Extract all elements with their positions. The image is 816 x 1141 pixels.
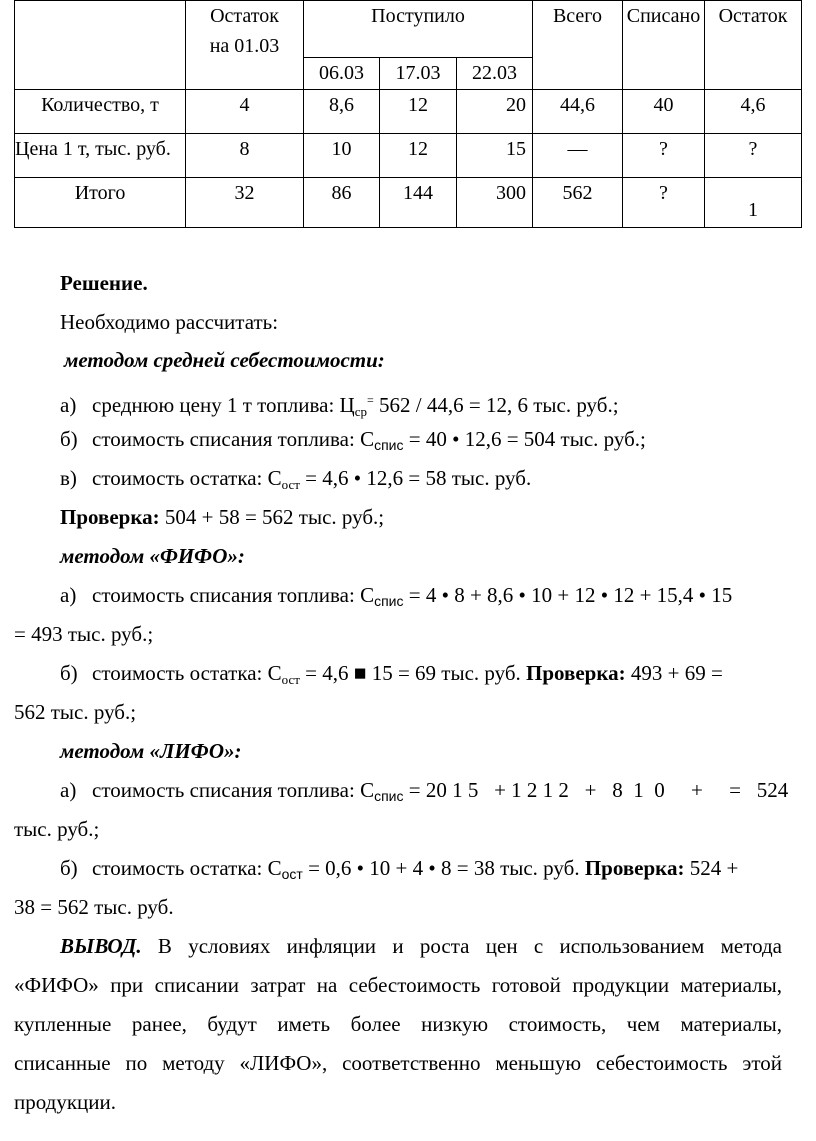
header-date: 22.03: [457, 58, 533, 90]
lifo-item-b: [60, 853, 782, 889]
item-text: стоимость остатка: С: [92, 466, 282, 490]
table-cell: 44,6: [533, 90, 623, 134]
table-cell: 20: [457, 90, 533, 134]
item-letter: а): [60, 393, 77, 417]
item-text: = 4,6 ■ 15 = 69 тыс. руб.: [299, 661, 527, 685]
table-cell: 8,6: [304, 90, 380, 134]
solution-heading: Решение.: [60, 271, 148, 295]
table-row: [15, 90, 802, 134]
table-cell: ?: [705, 134, 802, 178]
subscript: ост: [281, 477, 300, 492]
table-cell: 10: [304, 134, 380, 178]
superscript: =: [367, 393, 374, 407]
conclusion-label: ВЫВОД.: [60, 934, 142, 958]
item-text: = 20 1 5 + 1 2 1 2 + 8 1 0 + = 524: [403, 778, 789, 802]
check-label: Проверка:: [526, 661, 626, 685]
item-text: = 40 • 12,6 = 504 тыс. руб.;: [403, 427, 646, 451]
avg-item-c: [60, 463, 782, 500]
table-row: [15, 178, 802, 228]
subscript: ср: [354, 404, 367, 419]
solution-intro: Необходимо рассчитать:: [60, 310, 279, 334]
avg-check: [60, 502, 782, 532]
header-total: Всего: [533, 1, 623, 90]
method-average-heading: методом средней себестоимости:: [64, 348, 385, 372]
conclusion-text: В условиях инфляции и роста цен с использованием метода: [141, 934, 782, 958]
table-cell: 144: [380, 178, 457, 228]
item-letter: а): [60, 778, 77, 802]
table-cell: 1: [705, 178, 802, 228]
conclusion-line: «ФИФО» при списании затрат на себестоимость готовой продукции материалы,: [14, 973, 782, 997]
item-text: = 4,6 • 12,6 = 58 тыс. руб.: [299, 466, 532, 490]
table-cell: 32: [186, 178, 304, 228]
header-balance-start: Остаток на 01.03: [186, 1, 304, 90]
method-lifo-heading: методом «ЛИФО»:: [60, 739, 242, 763]
table-cell: 562: [533, 178, 623, 228]
check-text: 493 + 69 =: [625, 661, 723, 685]
subscript: ост: [281, 672, 300, 687]
table-cell: 12: [380, 90, 457, 134]
lifo-item-a-continued: тыс. руб.;: [14, 817, 100, 841]
item-text: = 0,6 • 10 + 4 • 8 = 38 тыс. руб.: [302, 856, 585, 880]
row-label: Цена 1 т, тыс. руб.: [15, 134, 186, 178]
conclusion-line: продукции.: [14, 1090, 116, 1114]
table-cell: 86: [304, 178, 380, 228]
item-letter: в): [60, 466, 77, 490]
avg-item-a: [60, 385, 782, 427]
lifo-item-b-continued: 38 = 562 тыс. руб.: [14, 895, 174, 919]
subscript: ост: [281, 866, 303, 882]
table-cell: 40: [623, 90, 705, 134]
table-row: [15, 134, 802, 178]
conclusion-line: [60, 931, 782, 961]
table-cell: 12: [380, 134, 457, 178]
item-letter: б): [60, 856, 78, 880]
check-text: 504 + 58 = 562 тыс. руб.;: [159, 505, 385, 529]
row-label: Итого: [15, 178, 186, 228]
row-label: Количество, т: [15, 90, 186, 134]
check-label: Проверка:: [584, 856, 685, 880]
table-cell: 4,6: [705, 90, 802, 134]
lifo-item-a: [60, 775, 789, 811]
avg-item-b: [60, 424, 782, 460]
header-received: Поступило: [304, 1, 533, 58]
item-text: стоимость остатка: С: [92, 856, 282, 880]
table-cell: 15: [457, 134, 533, 178]
table-cell: —: [533, 134, 623, 178]
header-date: 17.03: [380, 58, 457, 90]
fifo-item-b-continued: 562 тыс. руб.;: [14, 700, 137, 724]
conclusion-line: списанные по методу «ЛИФО», соответственно меньшую себестоимость этой: [14, 1051, 782, 1075]
stock-table: [14, 0, 802, 228]
header-balance-end: Остаток: [705, 1, 802, 90]
fifo-item-a-continued: = 493 тыс. руб.;: [14, 622, 154, 646]
header-date: 06.03: [304, 58, 380, 90]
check-text: 524 +: [684, 856, 739, 880]
item-letter: а): [60, 583, 77, 607]
item-text: 562 / 44,6 = 12, 6 тыс. руб.;: [373, 393, 619, 417]
table-cell: 4: [186, 90, 304, 134]
item-text: стоимость списания топлива: С: [92, 778, 375, 802]
table-cell: ?: [623, 178, 705, 228]
item-text: стоимость списания топлива: С: [92, 583, 375, 607]
conclusion-line: купленные ранее, будут иметь более низкую стоимость, чем материалы,: [14, 1012, 782, 1036]
subscript: спис: [374, 788, 404, 804]
table-cell: 8: [186, 134, 304, 178]
table-cell: ?: [623, 134, 705, 178]
fifo-item-b: [60, 658, 782, 695]
check-label: Проверка:: [60, 505, 160, 529]
corner-cell: [15, 1, 186, 90]
subscript: спис: [374, 593, 404, 609]
table-cell: 300: [457, 178, 533, 228]
method-fifo-heading: методом «ФИФО»:: [60, 544, 245, 568]
item-letter: б): [60, 661, 78, 685]
item-text: стоимость остатка: С: [92, 661, 282, 685]
item-text: стоимость списания топлива: С: [92, 427, 375, 451]
item-text: = 4 • 8 + 8,6 • 10 + 12 • 12 + 15,4 • 15: [403, 583, 733, 607]
subscript: спис: [374, 437, 404, 453]
header-written-off: Списано: [623, 1, 705, 90]
item-text: среднюю цену 1 т топлива: Ц: [92, 393, 355, 417]
item-letter: б): [60, 427, 78, 451]
fifo-item-a: [60, 580, 782, 616]
